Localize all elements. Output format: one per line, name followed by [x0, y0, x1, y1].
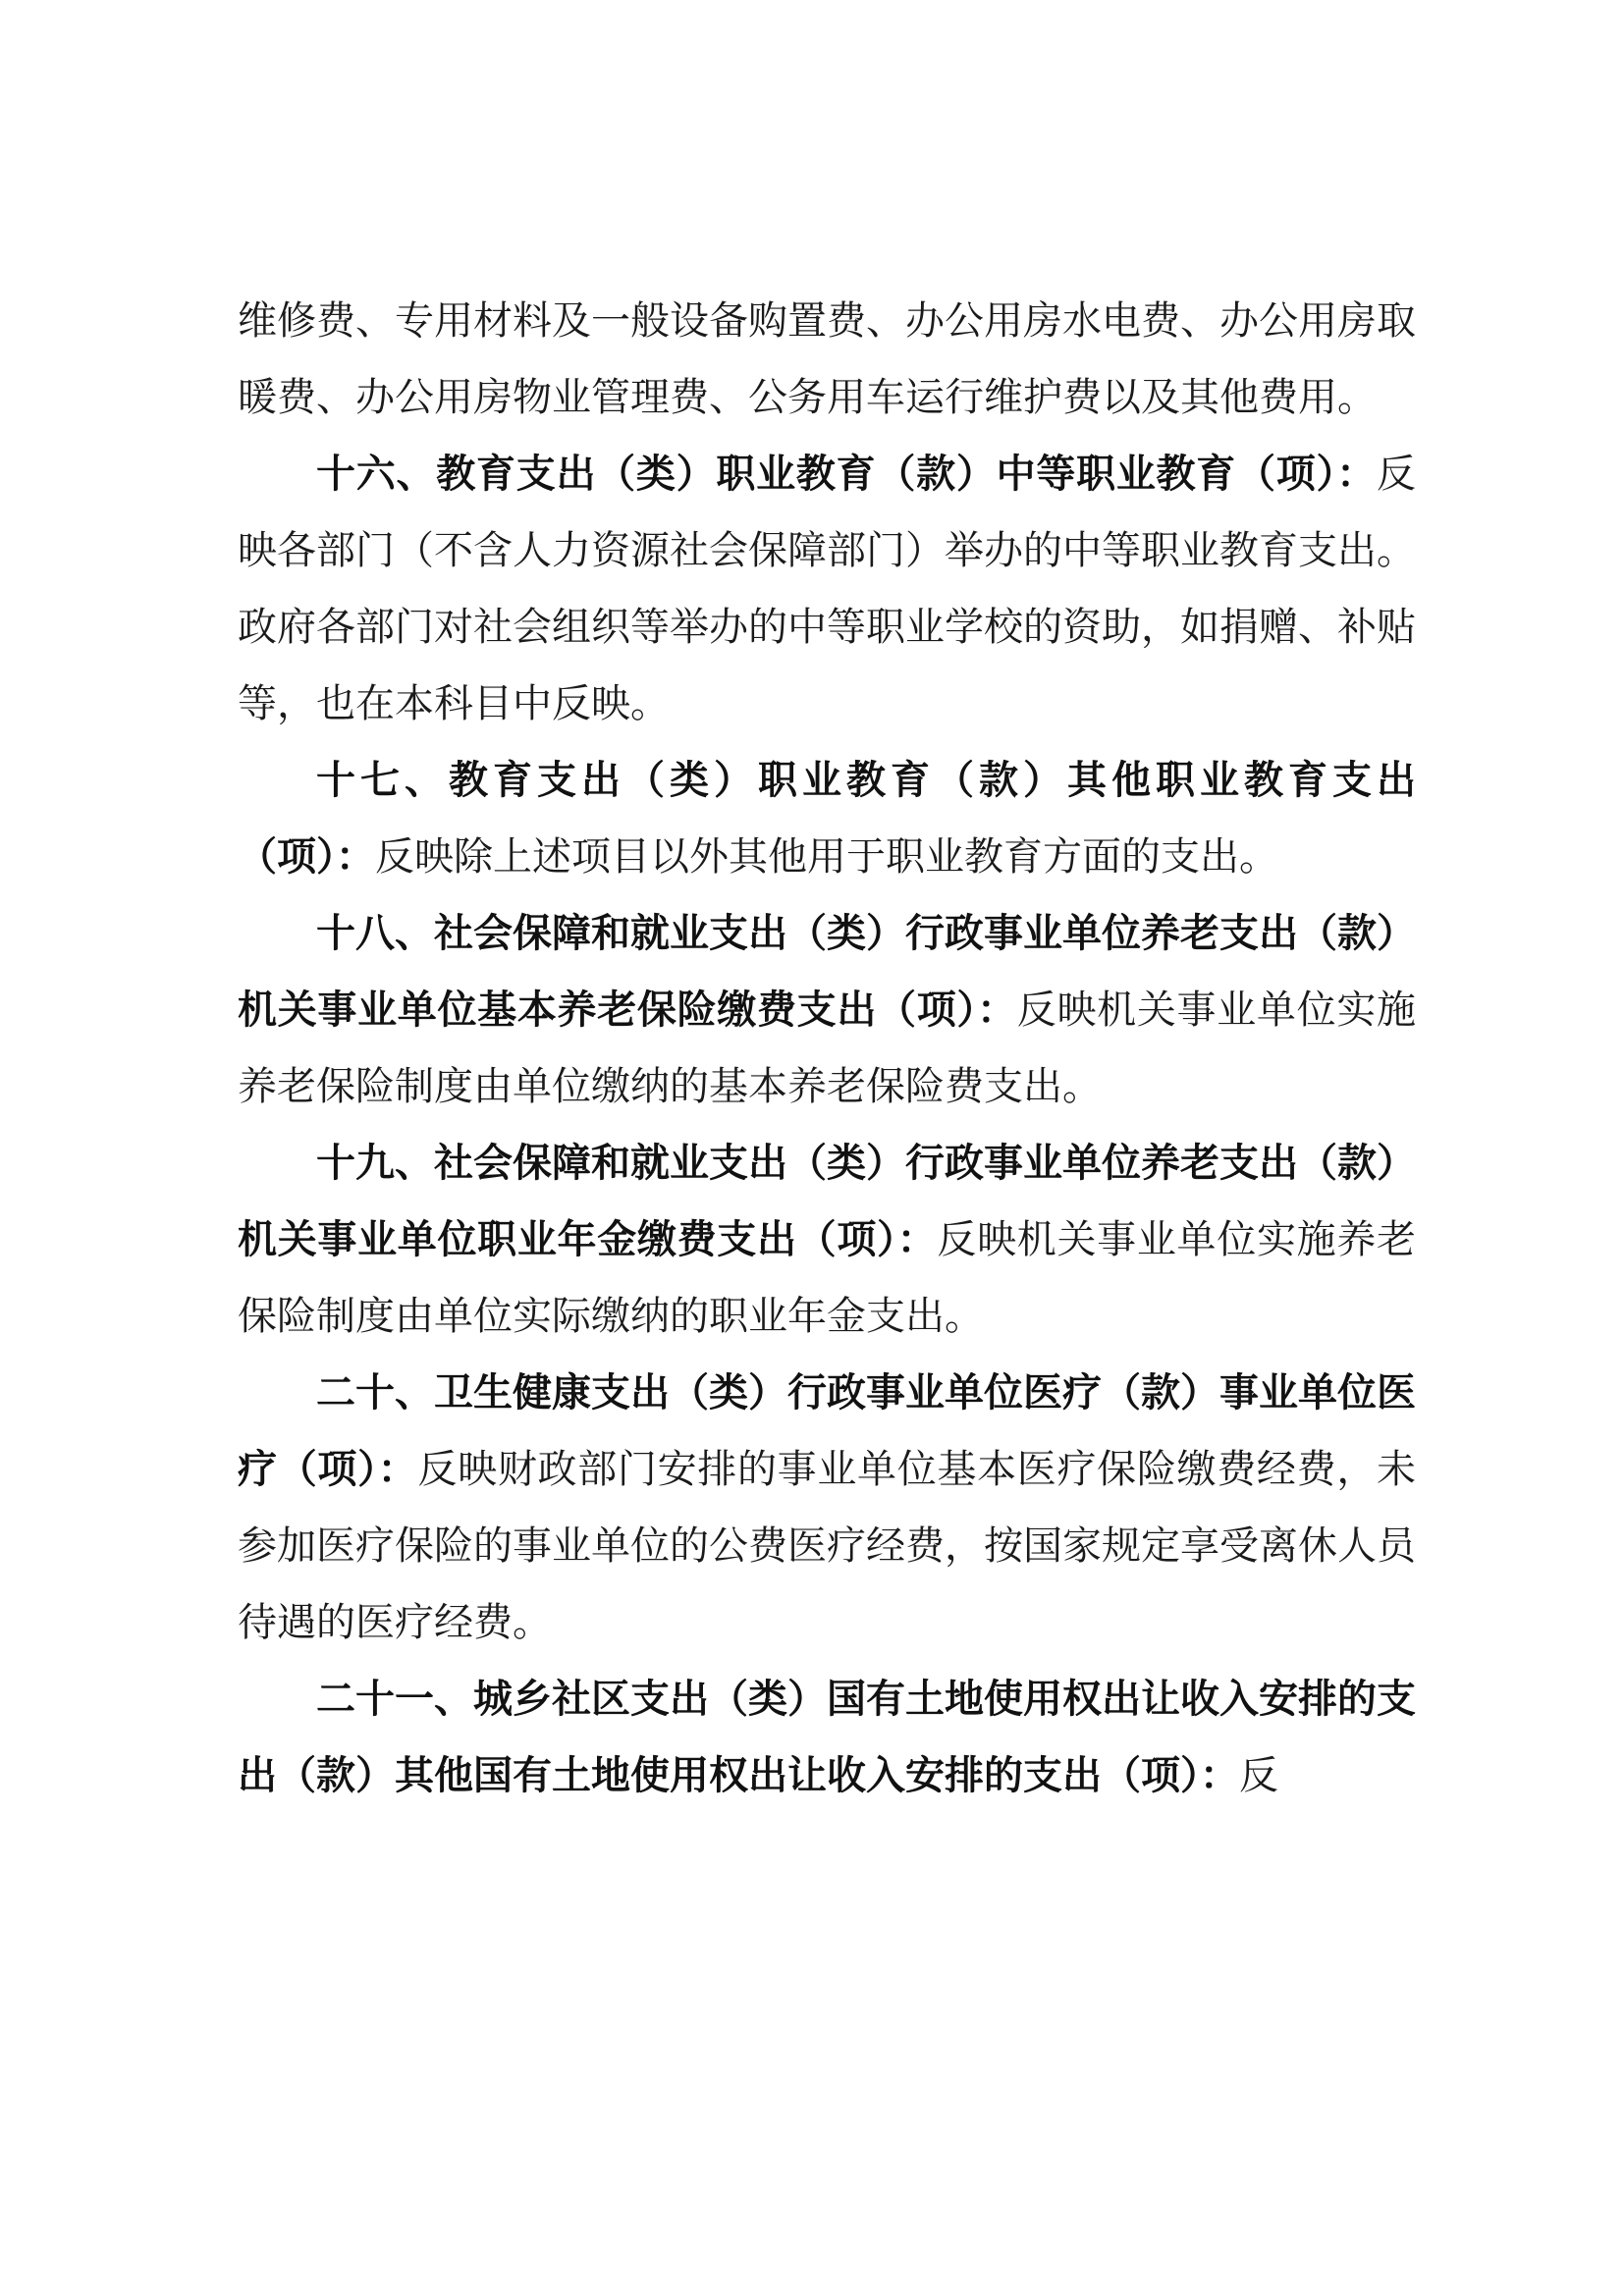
paragraph-item-20 [238, 1355, 1416, 1661]
paragraph-heading: 十七、教育支出（类）职业教育（款）其他职业教育支出（项）： [238, 758, 1416, 880]
paragraph-item-18 [238, 895, 1416, 1125]
paragraph-body: 反映财政部门安排的事业单位基本医疗保险缴费经费，未参加医疗保险的事业单位的公费医疗经费，按国家规定享受离休人员待遇的医疗经费。 [238, 1447, 1417, 1645]
paragraph-body: 反映机关事业单位实施养老保险制度由单位实际缴纳的职业年金支出。 [238, 1217, 1417, 1339]
document-body [238, 283, 1416, 1814]
paragraph-body: 维修费、专用材料及一般设备购置费、办公用房水电费、办公用房取暖费、办公用房物业管理费、公务用车运行维护费以及其他费用。 [238, 298, 1416, 420]
paragraph-heading: 十九、社会保障和就业支出（类）行政事业单位养老支出（款）机关事业单位职业年金缴费支出（项）： [238, 1141, 1416, 1262]
paragraph-heading: 二十、卫生健康支出（类）行政事业单位医疗（款）事业单位医疗（项）： [238, 1370, 1416, 1492]
paragraph-heading: 二十一、城乡社区支出（类）国有土地使用权出让收入安排的支出（款）其他国有土地使用权出让收入安排的支出（项）： [238, 1677, 1416, 1798]
paragraph-heading: 十六、教育支出（类）职业教育（款）中等职业教育（项）： [316, 452, 1377, 497]
paragraph-item-19 [238, 1125, 1416, 1355]
paragraph-body: 反映除上述项目以外其他用于职业教育方面的支出。 [375, 834, 1278, 880]
paragraph-body: 反映机关事业单位实施养老保险制度由单位缴纳的基本养老保险费支出。 [238, 988, 1417, 1109]
paragraph-continuation [238, 283, 1416, 436]
paragraph-item-16 [238, 436, 1416, 742]
paragraph-body: 反 [1239, 1753, 1278, 1798]
paragraph-body: 反映各部门（不含人力资源社会保障部门）举办的中等职业教育支出。政府各部门对社会组织等举办的中等职业学校的资助，如捐赠、补贴等，也在本科目中反映。 [238, 452, 1416, 726]
paragraph-item-17 [238, 742, 1416, 895]
paragraph-heading: 十八、社会保障和就业支出（类）行政事业单位养老支出（款）机关事业单位基本养老保险缴费支出（项）： [238, 911, 1416, 1033]
paragraph-item-21 [238, 1661, 1416, 1814]
